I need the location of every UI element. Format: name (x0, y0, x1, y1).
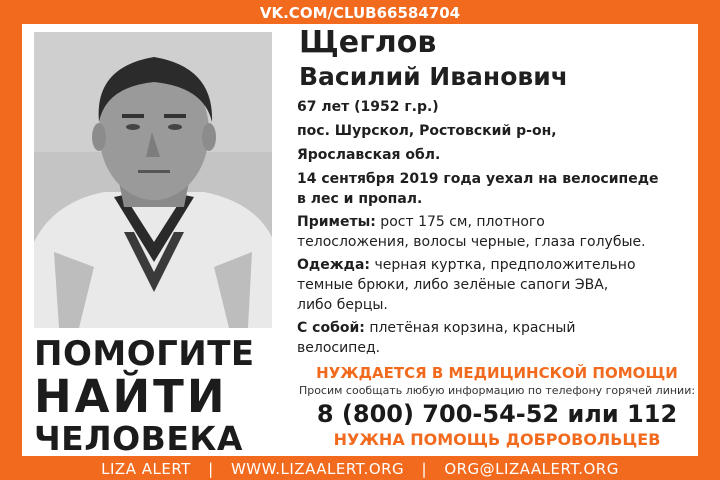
clothes-line-1 (297, 257, 697, 274)
belongings-text-1: плетёная корзина, красный (364, 320, 576, 336)
vk-url: VK.COM/CLUB66584704 (259, 4, 461, 22)
person-age: 67 лет (1952 г.р.) (297, 99, 439, 115)
signs-text-1: рост 175 см, плотного (375, 214, 545, 230)
belongings-label: С собой: (297, 320, 365, 336)
person-surname: Щеглов (299, 25, 437, 60)
event-line-1: 14 сентября 2019 года уехал на велосипеде (297, 171, 659, 187)
help-line-3: ЧЕЛОВЕКА (34, 419, 243, 458)
footer-site-link[interactable]: WWW.LIZAALERT.ORG (230, 460, 405, 478)
poster-card (22, 24, 698, 456)
belongings-line-1 (297, 320, 697, 337)
footer (0, 458, 720, 480)
footer-email-link[interactable]: ORG@LIZAALERT.ORG (444, 460, 619, 478)
signs-label: Приметы: (297, 214, 376, 230)
event-line-2: в лес и пропал. (297, 191, 423, 207)
signs-line-1 (297, 214, 697, 231)
hotline-request: Просим сообщать любую информацию по телефону горячей линии: (298, 384, 696, 397)
clothes-text-2: темные брюки, либо зелёные сапоги ЭВА, (297, 277, 609, 293)
belongings-text-2: велосипед. (297, 340, 381, 356)
clothes-text-1: черная куртка, предположительно (370, 257, 636, 273)
location-line-2: Ярославская обл. (297, 147, 441, 163)
medical-notice: НУЖДАЕТСЯ В МЕДИЦИНСКОЙ ПОМОЩИ (316, 364, 678, 382)
person-info (297, 26, 697, 357)
missing-person-photo (34, 32, 272, 328)
signs-text-2: телосложения, волосы черные, глаза голубые. (297, 234, 646, 250)
clothes-text-3: либо берцы. (297, 297, 388, 313)
person-name: Василий Иванович (299, 62, 568, 91)
footer-org: LIZA ALERT (101, 460, 191, 478)
hotline-phone[interactable]: 8 (800) 700-54-52 или 112 (316, 400, 678, 428)
clothes-label: Одежда: (297, 257, 370, 273)
help-line-2: НАЙТИ (34, 370, 228, 423)
help-line-1: ПОМОГИТЕ (34, 334, 255, 374)
footer-separator: | (208, 460, 214, 478)
footer-separator: | (421, 460, 428, 478)
location-line-1: пос. Шурскол, Ростовский р-он, (297, 123, 557, 139)
volunteers-notice: НУЖНА ПОМОЩЬ ДОБРОВОЛЬЦЕВ (333, 430, 661, 449)
contact-block (297, 364, 697, 450)
